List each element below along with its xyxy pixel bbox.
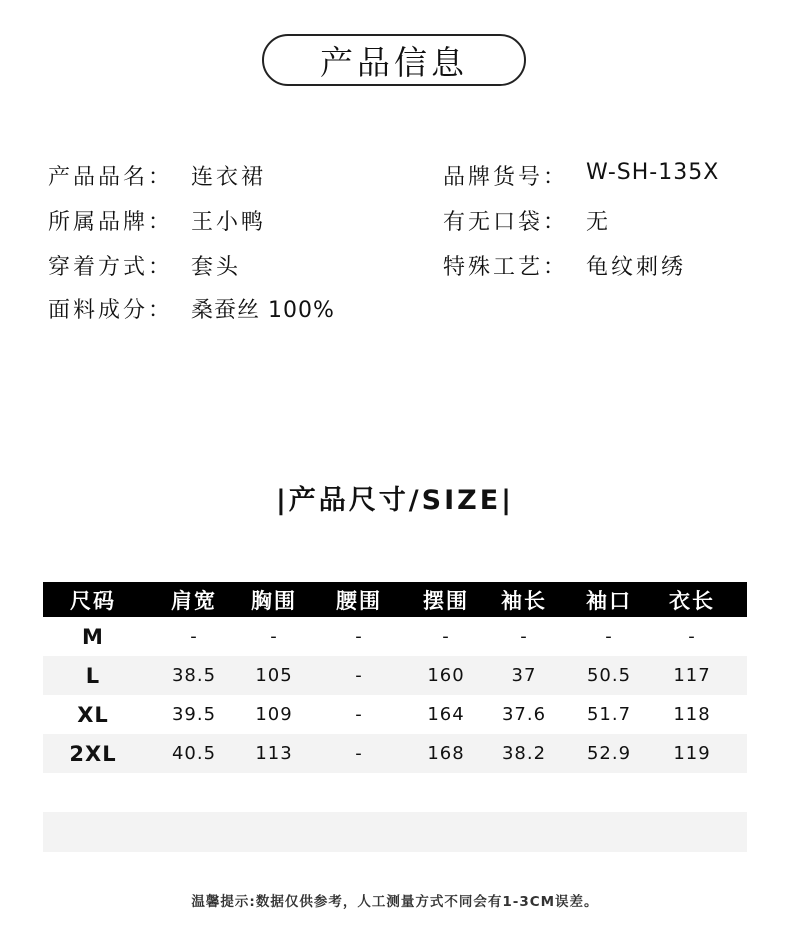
table-row [43,656,747,695]
info-value: 龟纹刺绣 [586,255,687,280]
table-cell: 2XL [69,741,117,766]
header-cell: 衣长 [669,588,715,613]
table-cell: - [355,626,363,647]
table-row [43,695,747,734]
table-cell: 37 [511,665,537,686]
table-cell: 50.5 [586,665,632,686]
info-brand-item-no [443,160,720,191]
table-cell: - [355,743,363,764]
table-cell: 109 [255,704,293,725]
measurement-note: 温馨提示:数据仅供参考，人工测量方式不同会有1-3CM误差。 [191,894,599,910]
table-cell: 51.7 [586,704,632,725]
table-cell: 37.6 [501,704,547,725]
size-section-title: |产品尺寸/SIZE| [275,485,515,516]
header-cell: 腰围 [336,588,382,613]
info-label: 产品品名： [48,165,174,190]
table-cell: 52.9 [586,743,632,764]
table-cell: 38.5 [171,665,217,686]
info-value: W-SH-135X [586,160,720,185]
info-product-name [48,160,267,191]
table-cell: 105 [255,665,293,686]
info-value: 连衣裙 [191,165,267,190]
info-label: 所属品牌： [48,210,174,235]
info-value: 无 [586,210,612,235]
info-label: 品牌货号： [443,165,569,190]
table-cell: M [82,624,104,649]
table-cell: - [688,626,696,647]
size-table [43,582,747,773]
info-label: 有无口袋： [443,210,569,235]
info-label: 穿着方式： [48,255,174,280]
table-cell: - [355,704,363,725]
header-cell: 摆围 [423,588,469,613]
table-cell: - [190,626,198,647]
info-pocket [443,205,612,236]
header-cell: 袖长 [501,588,547,613]
empty-row-band [43,812,747,852]
table-cell: 40.5 [171,743,217,764]
info-label: 面料成分： [48,298,174,323]
table-cell: 38.2 [501,743,547,764]
table-cell: - [605,626,613,647]
table-cell: L [85,663,101,688]
header-cell: 肩宽 [171,588,217,613]
info-fabric [48,293,335,324]
info-value: 王小鸭 [191,210,267,235]
info-value: 桑蚕丝 100% [191,298,335,323]
header-cell: 胸围 [251,588,297,613]
info-craft [443,250,687,281]
table-cell: 117 [673,665,711,686]
info-label: 特殊工艺： [443,255,569,280]
table-cell: 119 [673,743,711,764]
table-cell: XL [77,702,109,727]
table-row [43,617,747,656]
table-cell: - [442,626,450,647]
table-cell: - [355,665,363,686]
info-wear-style [48,250,242,281]
table-cell: 39.5 [171,704,217,725]
table-cell: 113 [255,743,293,764]
table-cell: 168 [427,743,465,764]
header-cell: 袖口 [586,588,632,613]
table-cell: - [270,626,278,647]
size-table-header [43,582,747,617]
table-cell: 160 [427,665,465,686]
table-cell: - [520,626,528,647]
info-brand [48,205,267,236]
header-cell: 尺码 [70,588,116,613]
table-cell: 118 [673,704,711,725]
info-value: 套头 [191,255,242,280]
table-row [43,734,747,773]
page-title: 产品信息 [262,34,526,86]
table-cell: 164 [427,704,465,725]
